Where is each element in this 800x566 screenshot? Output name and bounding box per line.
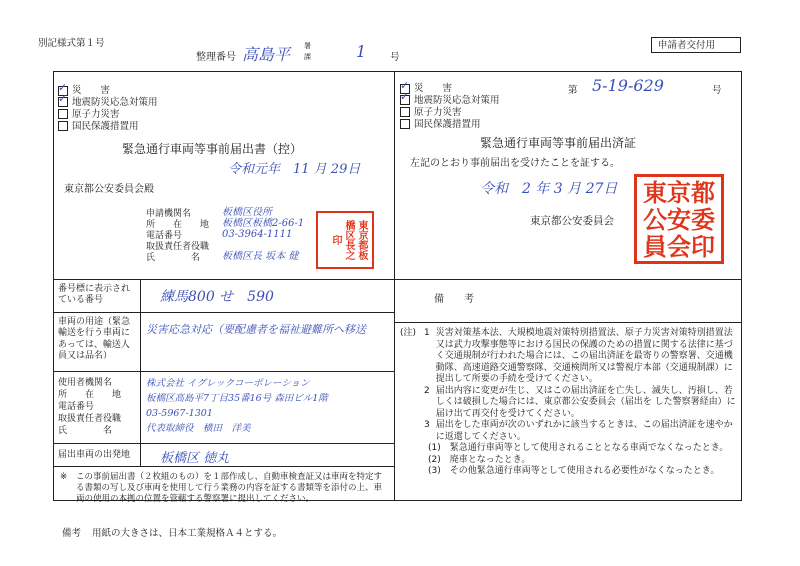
sub-note: (2) 廃車となったとき。: [428, 454, 531, 465]
checkbox-icon: [58, 97, 68, 107]
number-hand-num: 1: [356, 42, 367, 61]
left-title: 緊急通行車両等事前届出書（控）: [122, 142, 303, 156]
sub-note: (1) 緊急通行車両等として使用されることとなる車両でなくなったとき。: [428, 443, 729, 453]
bottom-note: 用紙の大きさは、日本工業規格Ａ４とする。: [92, 528, 283, 539]
note-3: 3 届出をした車両が次のいずれかに該当するときは、この届出済証を速やかに返還してください。: [424, 420, 733, 442]
left-check-earthquake[interactable]: ✓地震防災応急対策用: [58, 97, 158, 109]
number-suffix-b: 課: [304, 53, 311, 61]
number-hand: 高島平: [242, 45, 291, 64]
plate-number-value: 練馬800 せ 590: [160, 289, 274, 305]
row-divider: [53, 312, 394, 313]
remarks-label: 備 考: [434, 294, 474, 305]
user-values: 株式会社 イグレックコーポレーション 板橋区高島平7丁目35番16号 森田ビル1階 03-5967-1301 代表取締役 横田 洋美: [146, 378, 328, 434]
row-divider: [394, 279, 742, 280]
right-check-civil-protection[interactable]: 国民保護措置用: [400, 119, 500, 131]
vehicle-use-value: 災害応急対応（要配慮者を福祉避難所へ移送: [146, 323, 366, 336]
checkbox-icon: [400, 119, 410, 129]
sub-note: (3) その他緊急通行車両等として使用される必要性がなくなったとき。: [428, 466, 720, 476]
left-check-nuclear[interactable]: 原子力災害: [58, 109, 158, 121]
right-checks: [400, 83, 500, 131]
column-divider: [140, 279, 141, 466]
right-number-hand: 5-19-629: [592, 76, 664, 95]
ward-seal: 東京都板橋区長之印: [316, 211, 374, 269]
center-divider: [394, 71, 395, 501]
right-number-unit: 号: [712, 85, 722, 96]
right-title: 緊急通行車両等事前届出済証: [480, 136, 637, 150]
plate-number-label: 番号標に表示されている番号: [58, 284, 131, 306]
bottom-note-label: 備考: [62, 528, 82, 539]
left-checks: [58, 85, 158, 133]
footnote-mark: ※: [60, 472, 68, 482]
right-date: 令和 2 年 3 月 27日: [480, 181, 618, 197]
notes: [424, 328, 736, 478]
note-label: (注): [400, 328, 417, 338]
row-divider: [53, 443, 394, 444]
note-1: 1 災害対策基本法、大規模地震対策特別措置法、原子力災害対策特別措置法又は武力攻撃事態等における国民の保護のための措置に関する法律に基づく交通規制が行われた場合には、この届出済証を最寄りの警察署、交通機動隊、高速道路交通警察隊、交通検問所又は警視庁本部（交通規制課）に提出して所要の手続を受けてください。: [424, 328, 733, 384]
right-statement: 左記のとおり事前届出を受けたことを証する。: [410, 158, 620, 169]
number-label: 整理番号: [196, 52, 236, 63]
number-suffix-a: 署: [304, 42, 311, 50]
user-labels: 使用者機関名 所 在 地 電話番号 取扱責任者役職 氏 名: [58, 378, 122, 436]
right-check-disaster[interactable]: ✓災 害: [400, 83, 500, 95]
applicant-values: 板橋区役所 板橋区板橋2-66-1 03-3964-1111 板橋区長 坂本 健: [222, 207, 305, 262]
applicant-labels: 申請機関名 所 在 地 電話番号 取扱責任者役職 氏 名: [146, 209, 210, 263]
checkbox-icon: [400, 107, 410, 117]
checkbox-icon: [58, 121, 68, 131]
departure-value: 板橋区 徳丸: [160, 451, 230, 466]
left-check-disaster[interactable]: ✓災 害: [58, 85, 158, 97]
form-label: 別記様式第１号: [38, 38, 105, 49]
row-divider: [53, 371, 394, 372]
row-divider: [53, 279, 394, 280]
commission-stamp: 東京都 公安委 員会印: [634, 174, 724, 264]
vehicle-use-label: 車両の用途（緊急輸送を行う車両にあっては、輸送人員又は品名）: [58, 317, 131, 361]
issuer: 東京都公安委員会: [530, 215, 614, 227]
applicant-copy-badge: 申請者交付用: [651, 37, 741, 53]
checkbox-icon: [58, 109, 68, 119]
left-check-civil-protection[interactable]: 国民保護措置用: [58, 121, 158, 133]
row-divider: [53, 466, 394, 467]
number-unit: 号: [390, 52, 400, 63]
left-date: 令和元年 11 月 29日: [228, 162, 361, 177]
right-number-prefix: 第: [568, 85, 578, 96]
right-check-nuclear[interactable]: 原子力災害: [400, 107, 500, 119]
row-divider: [394, 322, 742, 323]
right-check-earthquake[interactable]: ✓地震防災応急対策用: [400, 95, 500, 107]
note-2: 2 届出内容に変更が生じ、又はこの届出済証を亡失し、滅失し、汚損し、若しくは破損した場合には、東京都公安委員会（届出を した警察署経由）に届け出て再交付を受けてください。: [424, 385, 736, 419]
checkbox-icon: [400, 95, 410, 105]
addressee: 東京都公安委員会殿: [64, 184, 154, 195]
left-footnote: この事前届出書（２枚組のもの）を１部作成し、自動車検査証又は車両を特定する書類の写し及び車両を使用して行う業務の内容を証する書類等を添付の上、車両の使用の本拠の位置を管轄する警察署に提出してください。: [76, 472, 383, 504]
departure-label: 届出車両の出発地: [58, 450, 131, 460]
